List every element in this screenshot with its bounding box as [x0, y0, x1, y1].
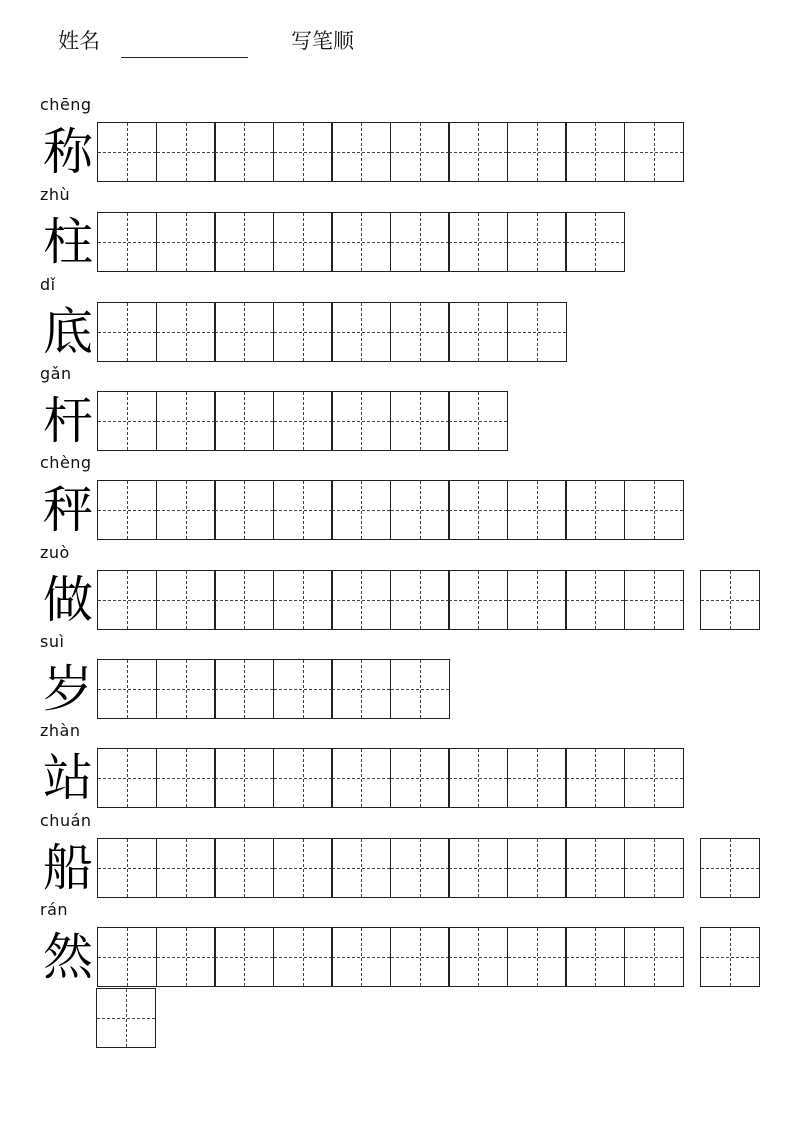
tianzige-box[interactable] [97, 659, 157, 719]
writing-box-strip [97, 480, 682, 540]
practice-row [0, 276, 794, 366]
model-character: 底 [43, 303, 93, 361]
practice-row [0, 544, 794, 634]
practice-row [0, 454, 794, 544]
tianzige-box[interactable] [507, 838, 567, 898]
tianzige-box[interactable] [97, 212, 157, 272]
tianzige-box[interactable] [331, 302, 391, 362]
tianzige-box[interactable] [624, 570, 684, 630]
pinyin-label: gǎn [40, 364, 72, 383]
tianzige-box[interactable] [624, 927, 684, 987]
tianzige-box-extra[interactable] [700, 927, 760, 987]
practice-row [0, 96, 794, 186]
tianzige-box[interactable] [331, 748, 391, 808]
tianzige-box[interactable] [156, 748, 216, 808]
tianzige-box[interactable] [156, 570, 216, 630]
tianzige-box-extra[interactable] [700, 838, 760, 898]
tianzige-box[interactable] [156, 212, 216, 272]
tianzige-box[interactable] [273, 122, 333, 182]
tianzige-box[interactable] [507, 570, 567, 630]
tianzige-box[interactable] [156, 391, 216, 451]
pinyin-label: chēng [40, 95, 92, 114]
pinyin-label: chèng [40, 453, 92, 472]
writing-box-strip [97, 838, 682, 898]
tianzige-box[interactable] [156, 927, 216, 987]
tianzige-box[interactable] [624, 122, 684, 182]
tianzige-box[interactable] [273, 927, 333, 987]
tianzige-box[interactable] [214, 480, 274, 540]
tianzige-box[interactable] [214, 391, 274, 451]
model-character: 做 [43, 571, 93, 629]
writing-box-strip [97, 302, 565, 362]
tianzige-box[interactable] [448, 748, 508, 808]
tianzige-box[interactable] [331, 122, 391, 182]
tianzige-box[interactable] [448, 212, 508, 272]
worksheet-title: 写笔顺 [291, 29, 354, 53]
tianzige-box[interactable] [97, 748, 157, 808]
tianzige-box[interactable] [331, 570, 391, 630]
tianzige-box[interactable] [448, 302, 508, 362]
practice-row [0, 722, 794, 812]
writing-box-strip [97, 122, 682, 182]
tianzige-box[interactable] [273, 480, 333, 540]
tianzige-box[interactable] [156, 838, 216, 898]
tianzige-box[interactable] [565, 122, 625, 182]
tianzige-box[interactable] [507, 212, 567, 272]
tianzige-box[interactable] [565, 570, 625, 630]
tianzige-box[interactable] [273, 748, 333, 808]
tianzige-box[interactable] [448, 122, 508, 182]
tianzige-box[interactable] [448, 838, 508, 898]
tianzige-box[interactable] [507, 480, 567, 540]
tianzige-box[interactable] [214, 302, 274, 362]
tianzige-box[interactable] [507, 302, 567, 362]
writing-box-strip [97, 570, 682, 630]
tianzige-box[interactable] [331, 391, 391, 451]
model-character: 杆 [43, 392, 93, 450]
writing-box-strip [97, 748, 682, 808]
tianzige-box[interactable] [390, 570, 450, 630]
practice-row [0, 901, 794, 991]
tianzige-box[interactable] [565, 480, 625, 540]
tianzige-box[interactable] [97, 838, 157, 898]
tianzige-box[interactable] [331, 480, 391, 540]
tianzige-box[interactable] [156, 659, 216, 719]
tianzige-box[interactable] [390, 391, 450, 451]
pinyin-label: zhù [40, 185, 71, 204]
tianzige-box[interactable] [273, 659, 333, 719]
tianzige-box[interactable] [448, 391, 508, 451]
model-character: 称 [43, 123, 93, 181]
tianzige-box[interactable] [390, 212, 450, 272]
tianzige-box[interactable] [390, 838, 450, 898]
tianzige-box[interactable] [448, 480, 508, 540]
tianzige-box[interactable] [273, 838, 333, 898]
tianzige-box[interactable] [273, 302, 333, 362]
model-character: 柱 [43, 213, 93, 271]
tianzige-box[interactable] [214, 122, 274, 182]
tianzige-box[interactable] [214, 212, 274, 272]
tianzige-box[interactable] [565, 838, 625, 898]
tianzige-box[interactable] [624, 748, 684, 808]
tianzige-box[interactable] [97, 302, 157, 362]
writing-box-strip [97, 927, 682, 987]
tianzige-box[interactable] [273, 391, 333, 451]
writing-box-strip [97, 212, 624, 272]
tianzige-box[interactable] [565, 212, 625, 272]
tianzige-box[interactable] [390, 927, 450, 987]
model-character: 站 [43, 749, 93, 807]
practice-row [0, 365, 794, 455]
tianzige-box[interactable] [156, 122, 216, 182]
tianzige-box[interactable] [214, 748, 274, 808]
tianzige-box[interactable] [390, 748, 450, 808]
tianzige-box[interactable] [390, 480, 450, 540]
practice-row [0, 812, 794, 902]
tianzige-box[interactable] [390, 122, 450, 182]
writing-box-strip [97, 659, 448, 719]
tianzige-box[interactable] [624, 838, 684, 898]
pinyin-label: dǐ [40, 275, 56, 294]
writing-box-strip [97, 391, 507, 451]
tianzige-box[interactable] [156, 302, 216, 362]
pinyin-label: zuò [40, 543, 70, 562]
pinyin-label: rán [40, 900, 69, 919]
tianzige-box[interactable] [97, 480, 157, 540]
tianzige-box[interactable] [156, 480, 216, 540]
tianzige-box-extra[interactable] [700, 570, 760, 630]
tianzige-box[interactable] [214, 927, 274, 987]
tianzige-box[interactable] [390, 659, 450, 719]
tianzige-box[interactable] [507, 122, 567, 182]
tianzige-box[interactable] [507, 748, 567, 808]
tianzige-box[interactable] [97, 391, 157, 451]
tianzige-box[interactable] [214, 838, 274, 898]
pinyin-label: zhàn [40, 721, 81, 740]
tianzige-box[interactable] [273, 212, 333, 272]
tianzige-box[interactable] [565, 927, 625, 987]
tianzige-box[interactable] [331, 838, 391, 898]
name-blank-line[interactable] [121, 57, 248, 58]
tianzige-box[interactable] [331, 927, 391, 987]
tianzige-box[interactable] [97, 570, 157, 630]
tianzige-box[interactable] [331, 659, 391, 719]
tianzige-box[interactable] [214, 659, 274, 719]
tianzige-box[interactable] [448, 570, 508, 630]
trailing-practice-box[interactable] [96, 988, 156, 1048]
tianzige-box[interactable] [331, 212, 391, 272]
tianzige-box[interactable] [214, 570, 274, 630]
model-character: 岁 [43, 660, 93, 718]
tianzige-box[interactable] [507, 927, 567, 987]
tianzige-box[interactable] [97, 122, 157, 182]
model-character: 秤 [43, 481, 93, 539]
pinyin-label: chuán [40, 811, 92, 830]
tianzige-box[interactable] [390, 302, 450, 362]
tianzige-box[interactable] [624, 480, 684, 540]
tianzige-box[interactable] [565, 748, 625, 808]
model-character: 然 [43, 928, 93, 986]
tianzige-box[interactable] [273, 570, 333, 630]
tianzige-box[interactable] [97, 927, 157, 987]
pinyin-label: suì [40, 632, 65, 651]
name-label: 姓名 [58, 29, 100, 53]
practice-row [0, 633, 794, 723]
tianzige-box[interactable] [448, 927, 508, 987]
practice-row [0, 186, 794, 276]
model-character: 船 [43, 839, 93, 897]
